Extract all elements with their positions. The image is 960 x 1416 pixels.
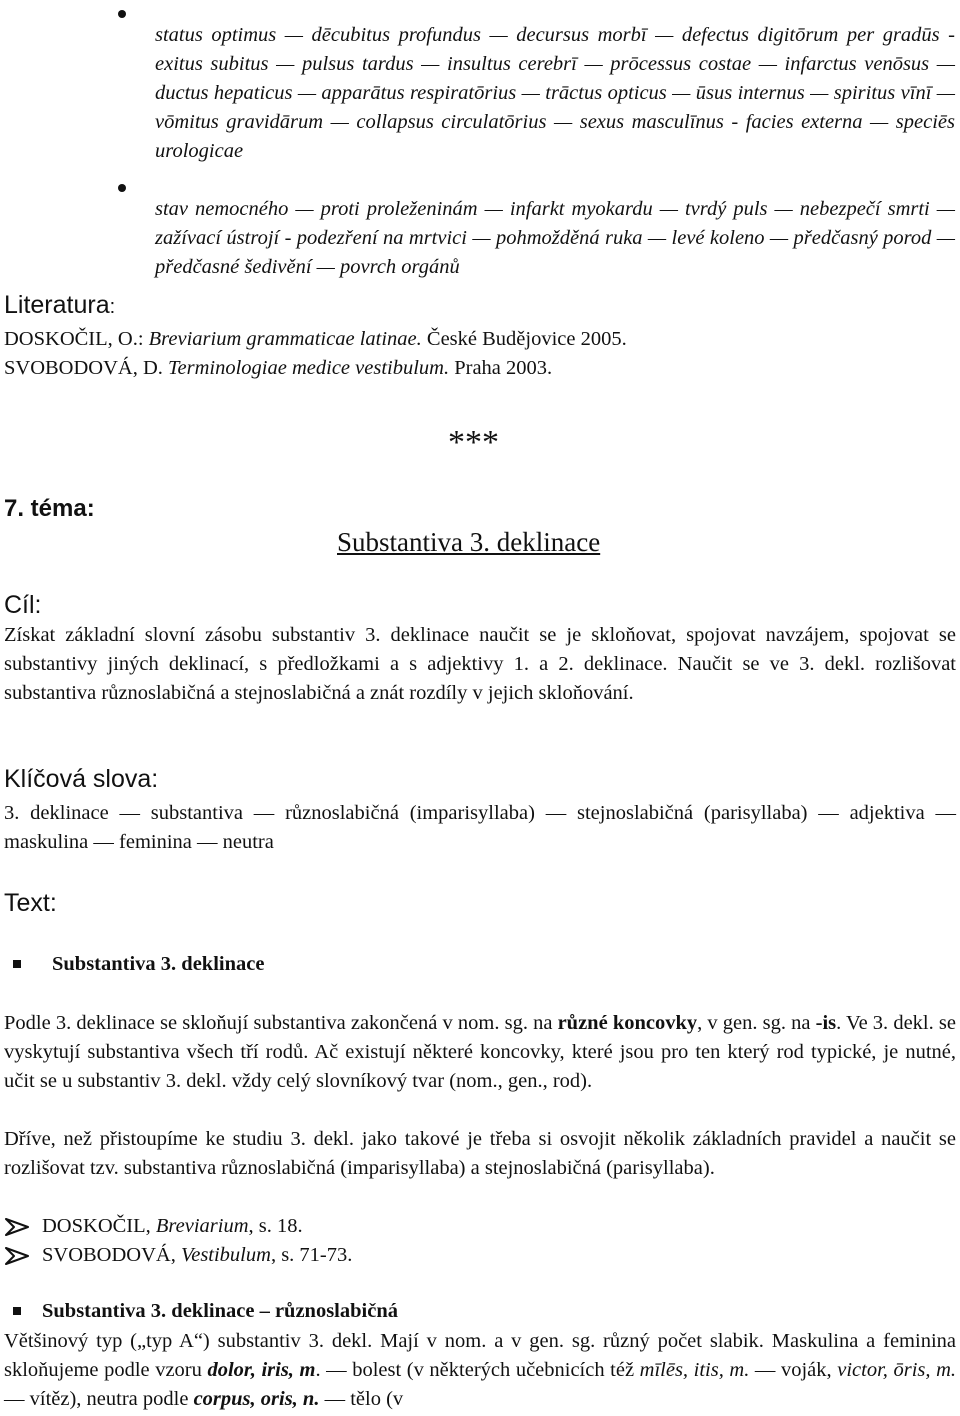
bullet-dot xyxy=(118,10,126,18)
p1-bold: různé koncovky xyxy=(557,1012,698,1034)
ref-author: SVOBODOVÁ, D. xyxy=(4,357,169,379)
p1-part: , v gen. sg. na xyxy=(697,1012,816,1034)
p3-italic: mīlēs, itis, m. xyxy=(639,1359,750,1381)
keywords-heading: Klíčová slova: xyxy=(4,765,159,793)
p3-bold-italic: corpus, oris, n. xyxy=(193,1388,320,1410)
p3-part: — tělo (v xyxy=(319,1388,404,1410)
p3-italic: victor, ōris, m. xyxy=(837,1359,957,1381)
p3-part: — voják, xyxy=(749,1359,838,1381)
p1-bold: -is xyxy=(815,1012,837,1034)
ref-place: České Budějovice 2005. xyxy=(421,328,627,350)
subheading-ruznoslabicna: Substantiva 3. deklinace – různoslabičná xyxy=(42,1300,398,1322)
ref-title: Vestibulum xyxy=(180,1244,271,1266)
ref-author: SVOBODOVÁ, xyxy=(42,1244,181,1266)
latin-terms-text: status optimus — dēcubitus profundus — decursus morbī — defectus digitōrum per gradūs - exitus subitus — pulsus tardus — insultus cerebrī — prōcessus costae — infarctus venōsus — ductus hepaticus — apparātus respiratōrius — trāctus opticus — ūsus internus — spiritus vīnī — vōmitus gravidārum — collapsus circulatōrius — sexus masculīnus - facies externa — speciēs urologicae xyxy=(155,23,955,162)
topic-label: 7. téma: xyxy=(4,495,95,522)
ref-author: DOSKOČIL, xyxy=(42,1215,156,1237)
ref-author: DOSKOČIL, O.: xyxy=(4,328,149,350)
paragraph-1 xyxy=(4,1009,956,1096)
literatura-heading xyxy=(4,290,115,322)
p1-part: Podle 3. deklinace se skloňují substantiva zakončená v nom. sg. na xyxy=(4,1012,558,1034)
arrow-bullet-icon xyxy=(4,1247,30,1265)
literatura-colon: : xyxy=(109,296,116,318)
p3-part: Většinový typ („typ A“) substantiv 3. dekl. Mají v nom. a v gen. sg. různý počet slabik. Maskulina a feminina skloňujeme podle vzoru xyxy=(4,1330,956,1381)
ref-title: Terminologiae medice vestibulum. xyxy=(168,357,450,379)
topic-title: Substantiva 3. deklinace xyxy=(337,527,601,557)
arrow-item-text xyxy=(42,1212,303,1241)
ref-pages: , s. 18. xyxy=(248,1215,303,1237)
ref-pages: , s. 71-73. xyxy=(270,1244,353,1266)
arrow-item-text xyxy=(42,1241,352,1270)
ref-title: Breviarium grammaticae latinae. xyxy=(148,328,422,350)
text-heading: Text: xyxy=(4,889,57,917)
cil-text: Získat základní slovní zásobu substantiv 3. deklinace naučit se je skloňovat, spojovat navzájem, spojovat se substantivy jiných deklinací, s předložkami a s adjektivy 1. a 2. deklinace. Naučit se ve 3. dekl. rozlišovat substantiva různoslabičná a stejnoslabičná a znát rozdíly v jejich skloňování. xyxy=(4,624,956,704)
p1-part: . Ve 3. dekl. se vyskytují substantiva všech tří rodů. Ač existují některé koncovky, které jsou pro ten který rod typické, je nutné, učit se u substantiv 3. dekl. vždy celý slovníkový tvar (nom., gen., rod). xyxy=(4,1012,956,1092)
literatura-heading-text: Literatura xyxy=(4,291,110,319)
p3-part: — vítěz), neutra podle xyxy=(4,1388,194,1410)
p3-part: . — bolest (v některých učebnicích též xyxy=(315,1359,640,1381)
square-bullet xyxy=(13,960,21,968)
bullet-dot xyxy=(118,184,126,192)
arrow-bullet-icon xyxy=(4,1218,30,1236)
p3-bold-italic: dolor, iris, m xyxy=(207,1359,316,1381)
paragraph-2: Dříve, než přistoupíme ke studiu 3. dekl. jako takové je třeba si osvojit několik základních pravidel a naučit se rozlišovat tzv. substantiva různoslabičná (imparisyllaba) a stejnoslabičná (parisyllaba). xyxy=(4,1128,956,1179)
ref-title: Breviarium xyxy=(155,1215,249,1237)
square-bullet xyxy=(13,1307,21,1315)
subheading-substantiva-3: Substantiva 3. deklinace xyxy=(52,953,265,975)
czech-terms-text: stav nemocného — proti proleženinám — infarkt myokardu — tvrdý puls — nebezpečí smrti — zažívací ústrojí - podezření na mrtvici — pohmožděná ruka — levé koleno — předčasný porod — předčasné šedivění — povrch orgánů xyxy=(155,197,955,278)
separator-asterisks: *** xyxy=(448,424,499,461)
reference-line xyxy=(4,354,552,383)
cil-heading: Cíl: xyxy=(4,591,42,619)
keywords-text: 3. deklinace — substantiva — různoslabičná (imparisyllaba) — stejnoslabičná (parisyllaba) — adjektiva — maskulina — feminina — neutra xyxy=(4,802,956,853)
reference-line xyxy=(4,325,627,354)
ref-place: Praha 2003. xyxy=(449,357,553,379)
paragraph-3 xyxy=(4,1327,956,1414)
